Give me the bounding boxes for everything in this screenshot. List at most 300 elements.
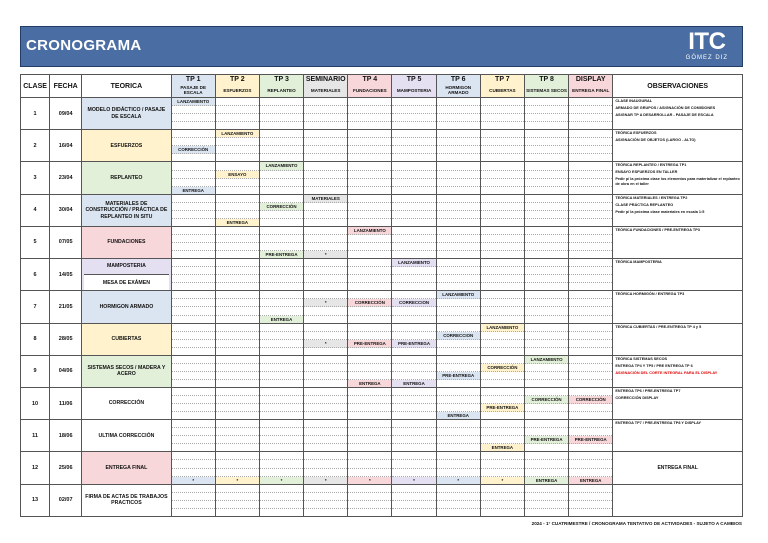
tp-cell-slot [437, 460, 480, 468]
tp-cell-slot [392, 444, 435, 451]
tp-cell-slot [172, 460, 215, 468]
tp-cell-slot [481, 428, 524, 436]
tp-cell-slot [348, 179, 391, 187]
tp-cell-slot [481, 162, 524, 170]
tp-cell-slot [304, 171, 347, 179]
tp-cell-slot [304, 372, 347, 380]
tp-cell-slot [392, 485, 435, 493]
tp-cell-slot [525, 130, 568, 138]
tp-cell-slot [260, 372, 303, 380]
observacion-line-highlight: ASIGNACIÓN DEL CORTE INTEGRAL PARA EL DISPLAY [615, 370, 718, 375]
tp-cell-slot [392, 251, 435, 258]
tp-cell-slot: * [392, 477, 435, 484]
tp-cell [480, 130, 524, 162]
tp-cell-slot [569, 388, 612, 396]
tp-cell-slot [525, 380, 568, 387]
tp-cell-slot: LANZAMIENTO [525, 356, 568, 364]
tp-cell-slot [481, 138, 524, 146]
tp-cell [348, 98, 392, 130]
tp-cell-slot [525, 324, 568, 332]
tp-cell-slot [569, 171, 612, 179]
tp-cell-slot [525, 154, 568, 161]
tp-cell-slot: ENTREGA [392, 380, 435, 387]
tp-cell-slot: LANZAMIENTO [481, 324, 524, 332]
tp-cell [524, 130, 568, 162]
tp-cell-slot: * [172, 477, 215, 484]
tp-cell-slot [348, 509, 391, 516]
observacion-line: TEÓRICA ESFUERZOS [615, 131, 657, 136]
tp-cell [569, 420, 613, 452]
tp-cell-slot [525, 299, 568, 307]
tp-cell-slot [525, 114, 568, 122]
tp-cell-slot [481, 299, 524, 307]
tp-cell-slot [304, 146, 347, 154]
tp-cell [348, 194, 392, 226]
tp-cell [392, 98, 436, 130]
tp-cell-slot [392, 388, 435, 396]
tp-cell-slot [525, 388, 568, 396]
col-header-tp-topic: MATERIALES [304, 84, 348, 98]
tp-cell [171, 420, 215, 452]
tp-cell-slot: LANZAMIENTO [348, 227, 391, 235]
fecha-date: 04/06 [50, 355, 82, 387]
tp-cell-slot [569, 227, 612, 235]
tp-cell-slot [260, 307, 303, 315]
tp-cell-slot [437, 146, 480, 154]
teorica-topic: SISTEMAS SECOS / MADERA Y ACERO [82, 355, 171, 387]
tp-cell [436, 226, 480, 258]
col-header-tp-topic: MAMPOSTERIA [392, 84, 436, 98]
tp-cell-slot [348, 122, 391, 129]
fecha-date: 02/07 [50, 484, 82, 516]
tp-cell-slot [481, 98, 524, 106]
tp-cell-slot [260, 332, 303, 340]
tp-cell-slot [569, 404, 612, 412]
table-row [21, 323, 743, 355]
tp-cell-slot [172, 299, 215, 307]
tp-cell-slot [569, 195, 612, 203]
tp-cell-slot [216, 283, 259, 290]
tp-cell-slot [437, 356, 480, 364]
tp-cell-slot [172, 138, 215, 146]
tp-cell-slot [481, 485, 524, 493]
tp-cell-slot [216, 501, 259, 509]
tp-cell-slot [172, 259, 215, 267]
tp-cell-slot [304, 485, 347, 493]
tp-cell [480, 259, 524, 291]
tp-cell-slot [392, 436, 435, 444]
tp-cell-slot [216, 275, 259, 283]
tp-cell-slot [304, 106, 347, 114]
tp-cell-slot [172, 493, 215, 501]
tp-cell-slot [216, 98, 259, 106]
tp-cell-slot [437, 388, 480, 396]
tp-cell-slot [172, 162, 215, 170]
tp-cell [436, 323, 480, 355]
tp-cell-slot [481, 203, 524, 211]
tp-cell-slot: * [304, 340, 347, 348]
tp-cell [436, 355, 480, 387]
tp-cell-slot [260, 179, 303, 187]
tp-cell-slot [172, 469, 215, 477]
tp-cell [171, 452, 215, 484]
tp-cell-slot [525, 235, 568, 243]
tp-cell-slot [481, 171, 524, 179]
clase-number: 11 [21, 420, 50, 452]
clase-number: 5 [21, 226, 50, 258]
tp-cell-slot [525, 227, 568, 235]
tp-cell [304, 259, 348, 291]
tp-cell-slot [437, 138, 480, 146]
tp-cell-slot [392, 452, 435, 460]
tp-cell-slot: CORRECCIÓN [569, 396, 612, 404]
tp-cell [480, 194, 524, 226]
observacion-line: CORRECCIÓN DISPLAY [615, 395, 659, 400]
tp-cell-slot [348, 452, 391, 460]
tp-cell-slot [437, 259, 480, 267]
tp-cell [171, 291, 215, 323]
tp-cell-slot [525, 179, 568, 187]
observacion-line: CLASE INAUGURAL [615, 99, 653, 103]
tp-cell-slot [392, 203, 435, 211]
tp-cell-slot [172, 251, 215, 258]
tp-cell [348, 387, 392, 419]
tp-cell-slot: PRE-ENTREGA [392, 340, 435, 348]
table-row [21, 194, 743, 226]
tp-cell-slot [437, 452, 480, 460]
fecha-date: 11/06 [50, 387, 82, 419]
tp-cell-slot [437, 219, 480, 226]
teorica-topic-secondary: MESA DE EXÁMEN [84, 275, 168, 290]
tp-cell [436, 484, 480, 516]
clase-number: 4 [21, 194, 50, 226]
tp-cell-slot [348, 420, 391, 428]
tp-cell-slot [304, 122, 347, 129]
tp-cell [569, 98, 613, 130]
tp-cell-slot [437, 195, 480, 203]
tp-cell-slot [392, 493, 435, 501]
tp-cell-slot [304, 364, 347, 372]
tp-cell [215, 259, 259, 291]
tp-cell-slot [216, 460, 259, 468]
tp-cell-slot [569, 283, 612, 290]
tp-cell-slot [348, 219, 391, 226]
tp-cell-slot [348, 187, 391, 194]
tp-cell-slot [525, 187, 568, 194]
observaciones-cell [613, 259, 743, 291]
tp-cell-slot [348, 493, 391, 501]
tp-cell-slot [172, 114, 215, 122]
tp-cell-slot [260, 509, 303, 516]
tp-cell-slot [304, 291, 347, 299]
observacion-line: ENSAYO ESFUERZOS EN TALLER [615, 170, 678, 175]
observaciones-cell [613, 226, 743, 258]
tp-cell-slot [481, 356, 524, 364]
tp-cell-slot [216, 106, 259, 114]
teorica-topic: HORMIGON ARMADO [82, 291, 171, 323]
tp-cell [304, 420, 348, 452]
tp-cell-slot: MATERIALES [304, 195, 347, 203]
tp-cell-slot [525, 444, 568, 451]
tp-cell [171, 484, 215, 516]
tp-cell-slot [437, 469, 480, 477]
tp-cell [304, 130, 348, 162]
tp-cell-slot [569, 251, 612, 258]
col-header-tp-topic: ENTREGA FINAL [569, 84, 613, 98]
tp-cell-slot [172, 509, 215, 516]
observaciones-cell: ENTREGA FINAL [613, 452, 743, 484]
tp-cell-slot [304, 509, 347, 516]
tp-cell-slot [525, 364, 568, 372]
tp-cell-slot [172, 452, 215, 460]
tp-cell-slot [437, 283, 480, 290]
tp-cell-slot [481, 348, 524, 355]
tp-cell-slot [304, 267, 347, 275]
tp-cell-slot [392, 404, 435, 412]
tp-cell-slot [260, 98, 303, 106]
tp-cell-slot [392, 146, 435, 154]
tp-cell [524, 194, 568, 226]
tp-cell-slot [481, 493, 524, 501]
tp-cell [215, 484, 259, 516]
tp-cell [259, 323, 303, 355]
tp-cell-slot [569, 509, 612, 516]
tp-cell-slot [481, 340, 524, 348]
tp-cell-slot [437, 380, 480, 387]
tp-cell-slot [392, 98, 435, 106]
tp-cell-slot [392, 130, 435, 138]
observacion-line: TEÓRICA MATERIALES / ENTREGA TP2 [615, 195, 688, 200]
tp-cell-slot [304, 243, 347, 251]
tp-cell-slot [481, 469, 524, 477]
tp-cell-slot [216, 436, 259, 444]
observaciones-cell [613, 323, 743, 355]
col-header-tp-topic: PASAJE DE ESCALA [171, 84, 215, 98]
tp-cell-slot [172, 436, 215, 444]
tp-cell-slot [172, 412, 215, 419]
tp-cell-slot [216, 299, 259, 307]
tp-cell-slot [216, 412, 259, 419]
tp-cell-slot [172, 307, 215, 315]
observaciones-cell [613, 130, 743, 162]
tp-cell-slot [348, 275, 391, 283]
tp-cell-slot [437, 275, 480, 283]
tp-cell-slot [392, 227, 435, 235]
tp-cell-slot [392, 267, 435, 275]
tp-cell-slot [348, 436, 391, 444]
tp-cell-slot [525, 291, 568, 299]
tp-cell-slot [304, 404, 347, 412]
tp-cell-slot [525, 203, 568, 211]
tp-cell-slot [216, 372, 259, 380]
tp-cell-slot: * [260, 477, 303, 484]
teorica-topic: MODELO DIDÁCTICO / PASAJE DE ESCALA [82, 98, 171, 130]
tp-cell-slot [569, 267, 612, 275]
tp-cell-slot [525, 493, 568, 501]
tp-cell-slot [172, 291, 215, 299]
tp-cell-slot [260, 388, 303, 396]
tp-cell-slot [525, 348, 568, 355]
observacion-line: ENTREGA TP4 Y TP5 / PRE ENTREGA TP 6 [615, 363, 693, 368]
tp-cell-slot [569, 162, 612, 170]
tp-cell-slot [569, 243, 612, 251]
tp-cell-slot [569, 259, 612, 267]
tp-cell-slot [392, 235, 435, 243]
tp-cell-slot [525, 171, 568, 179]
tp-cell-slot [216, 154, 259, 161]
fecha-date: 23/04 [50, 162, 82, 194]
tp-cell [171, 130, 215, 162]
tp-cell-slot [437, 235, 480, 243]
tp-cell-slot [172, 275, 215, 283]
tp-cell-slot [216, 227, 259, 235]
teorica-topic: CORRECCIÓN [82, 387, 171, 419]
tp-cell-slot [348, 259, 391, 267]
tp-cell-slot [437, 493, 480, 501]
tp-cell-slot [216, 307, 259, 315]
tp-cell-slot [569, 485, 612, 493]
tp-cell-slot [216, 179, 259, 187]
tp-cell-slot [304, 444, 347, 451]
tp-cell-slot [437, 106, 480, 114]
tp-cell-slot: * [304, 251, 347, 258]
observacion-line: TEÓRICA FUNDACIONES / PRE-ENTREGA TP3 [615, 227, 700, 232]
tp-cell-slot [304, 211, 347, 219]
clase-number: 7 [21, 291, 50, 323]
tp-cell-slot [172, 283, 215, 290]
observacion-line: TEÓRICA MAMPOSTERIA [615, 260, 662, 265]
tp-cell [569, 291, 613, 323]
tp-cell-slot: LANZAMIENTO [216, 130, 259, 138]
tp-cell-slot [481, 420, 524, 428]
tp-cell [348, 420, 392, 452]
observacion-line: TEÓRICA HORMIGÓN / ENTREGA TP3 [615, 292, 685, 297]
tp-cell-slot [172, 316, 215, 323]
tp-cell-slot [525, 138, 568, 146]
tp-cell-slot [569, 203, 612, 211]
tp-cell [436, 130, 480, 162]
tp-cell-slot [172, 420, 215, 428]
tp-cell-slot [392, 332, 435, 340]
observacion-line: CLASE PRÁCTICA REPLANTEO [615, 202, 674, 207]
tp-cell-slot [260, 460, 303, 468]
tp-cell-slot [216, 316, 259, 323]
tp-cell-slot [392, 460, 435, 468]
teorica-topic: FUNDACIONES [82, 226, 171, 258]
tp-cell-slot: CORRECCIÓN [525, 396, 568, 404]
tp-cell-slot [481, 332, 524, 340]
tp-cell-slot: * [216, 477, 259, 484]
tp-cell-slot [569, 187, 612, 194]
tp-cell [569, 162, 613, 194]
tp-cell-slot [260, 396, 303, 404]
tp-cell-slot: ENTREGA [437, 412, 480, 419]
tp-cell-slot [569, 146, 612, 154]
tp-cell [304, 355, 348, 387]
tp-cell-slot [304, 436, 347, 444]
tp-cell-slot [260, 340, 303, 348]
tp-cell-slot [216, 420, 259, 428]
tp-cell [215, 226, 259, 258]
tp-cell-slot [172, 501, 215, 509]
col-header-tp-topic: SISTEMAS SECOS [524, 84, 568, 98]
clase-number: 10 [21, 387, 50, 419]
tp-cell-slot [348, 404, 391, 412]
observacion-line: ASIGNAR TP A DESARROLLAR - PASAJE DE ESCALA [615, 113, 714, 117]
tp-cell-slot [569, 444, 612, 451]
tp-cell-slot [481, 146, 524, 154]
tp-cell [348, 452, 392, 484]
tp-cell-slot [260, 299, 303, 307]
tp-cell-slot [525, 412, 568, 419]
tp-cell-slot [216, 267, 259, 275]
tp-cell [436, 452, 480, 484]
tp-cell-slot [569, 275, 612, 283]
tp-cell-slot: * [304, 477, 347, 484]
tp-cell-slot: CORRECCION [392, 299, 435, 307]
tp-cell-slot [348, 291, 391, 299]
tp-cell-slot [216, 195, 259, 203]
tp-cell-slot [569, 348, 612, 355]
tp-cell [304, 226, 348, 258]
tp-cell-slot [481, 219, 524, 226]
tp-cell-slot [348, 460, 391, 468]
observacion-line: ENTREGA TP6 / PRE-ENTREGA TP7 [615, 388, 681, 393]
observacion-line: TEÓRICA SISTEMAS SECOS [615, 356, 668, 361]
tp-cell [436, 387, 480, 419]
tp-cell-slot [481, 154, 524, 161]
tp-cell-slot [348, 469, 391, 477]
tp-cell-slot [348, 388, 391, 396]
tp-cell-slot [481, 372, 524, 380]
tp-cell-slot [172, 130, 215, 138]
tp-cell-slot [260, 356, 303, 364]
tp-cell [480, 291, 524, 323]
tp-cell-slot [304, 420, 347, 428]
clase-number: 2 [21, 130, 50, 162]
tp-cell-slot [569, 364, 612, 372]
tp-cell-slot [348, 211, 391, 219]
observaciones-cell [613, 420, 743, 452]
tp-cell [392, 355, 436, 387]
tp-cell-slot [481, 396, 524, 404]
tp-cell [304, 291, 348, 323]
tp-cell-slot [304, 275, 347, 283]
tp-cell-slot [348, 138, 391, 146]
col-header-tp-topic: REPLANTEO [259, 84, 303, 98]
teorica-topic-main: MAMPOSTERIA [84, 259, 168, 275]
tp-cell-slot: * [348, 477, 391, 484]
tp-cell-slot [348, 171, 391, 179]
tp-cell-slot [348, 444, 391, 451]
tp-cell-slot [172, 122, 215, 129]
tp-cell-slot [525, 251, 568, 258]
tp-cell-slot [216, 428, 259, 436]
tp-cell-slot [437, 299, 480, 307]
tp-cell-slot [172, 380, 215, 387]
tp-cell-slot [260, 114, 303, 122]
tp-cell-slot [348, 501, 391, 509]
tp-cell-slot: PRE-ENTREGA [569, 436, 612, 444]
tp-cell-slot [260, 195, 303, 203]
fecha-date: 09/04 [50, 98, 82, 130]
tp-cell-slot [260, 211, 303, 219]
tp-cell-slot [437, 340, 480, 348]
tp-cell-slot [304, 469, 347, 477]
table-row [21, 387, 743, 419]
tp-cell [348, 355, 392, 387]
tp-cell-slot [437, 211, 480, 219]
